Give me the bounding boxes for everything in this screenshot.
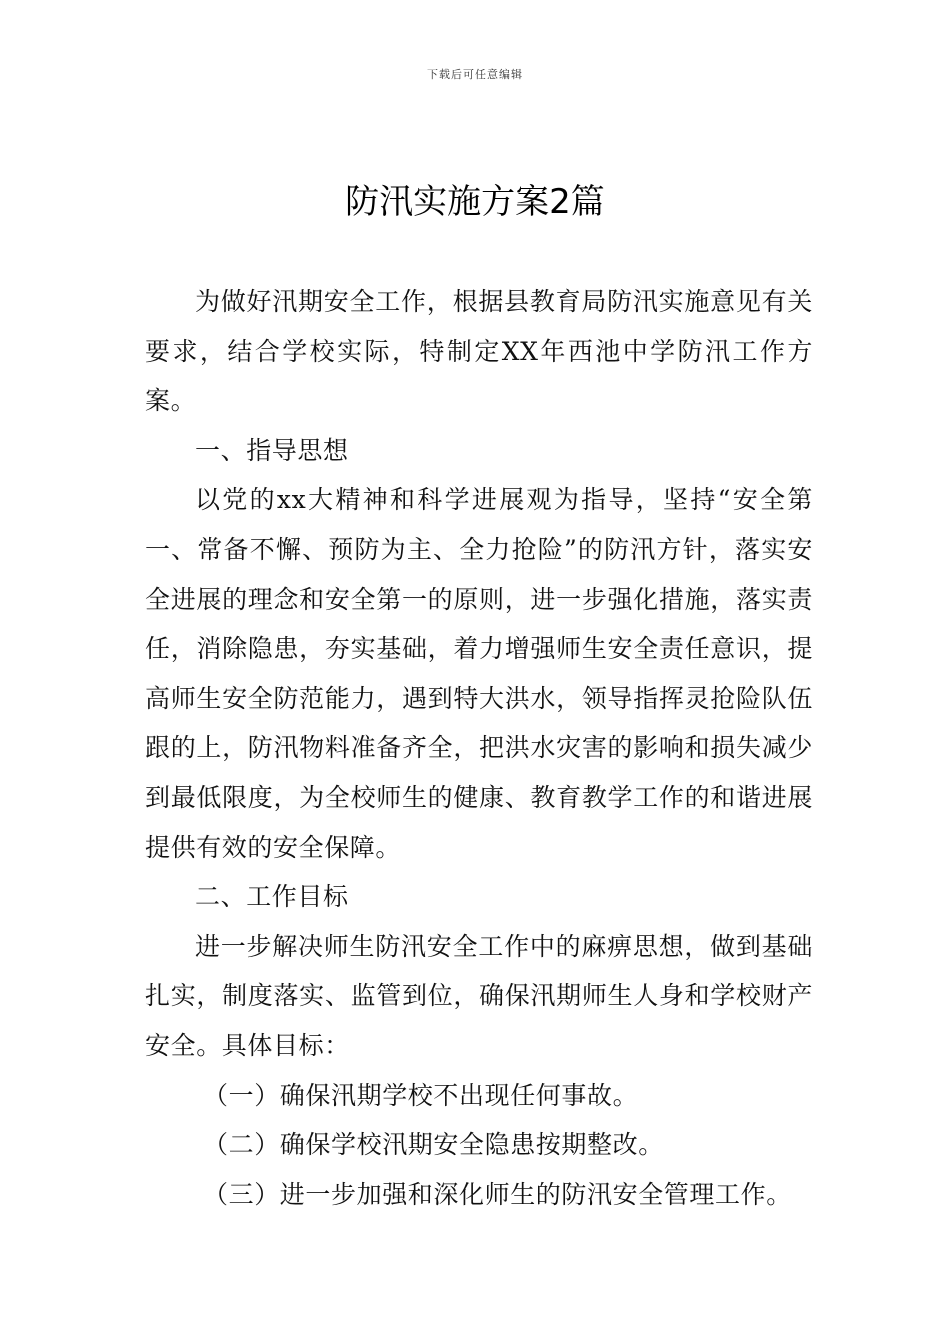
guiding-ideology-paragraph: 以党的xx大精神和科学进展观为指导，坚持“安全第一、常备不懈、预防为主、全力抢险”的防汛方针，落实安全进展的理念和安全第一的原则，进一步强化措施，落实责任，消除隐患，夯实基础，着力增强师生安全责任意识，提高师生安全防范能力，遇到特大洪水，领导指挥灵抢险队伍跟的上，防汛物料准备齐全，把洪水灾害的影响和损失减少到最低限度，为全校师生的健康、教育教学工作的和谐进展提供有效的安全保障。 [145, 485, 813, 862]
goal-item-1: （一）确保汛期学校不出现任何事故。 [203, 1080, 639, 1110]
header-note: 下载后可任意编辑 [427, 68, 523, 81]
section-heading-work-goals: 二、工作目标 [195, 882, 349, 912]
intro-paragraph: 为做好汛期安全工作，根据县教育局防汛实施意见有关要求，结合学校实际，特制定XX年西池中学防汛工作方案。 [145, 287, 813, 416]
goal-item-3: （三）进一步加强和深化师生的防汛安全管理工作。 [203, 1179, 792, 1209]
section-heading-guiding-ideology: 一、指导思想 [195, 435, 349, 465]
work-goals-paragraph: 进一步解决师生防汛安全工作中的麻痹思想，做到基础扎实，制度落实、监管到位，确保汛期师生人身和学校财产安全。具体目标： [145, 931, 813, 1060]
document-title: 防汛实施方案2篇 [345, 182, 605, 222]
document-body [145, 277, 813, 1219]
goal-item-2: （二）确保学校汛期安全隐患按期整改。 [203, 1130, 664, 1160]
